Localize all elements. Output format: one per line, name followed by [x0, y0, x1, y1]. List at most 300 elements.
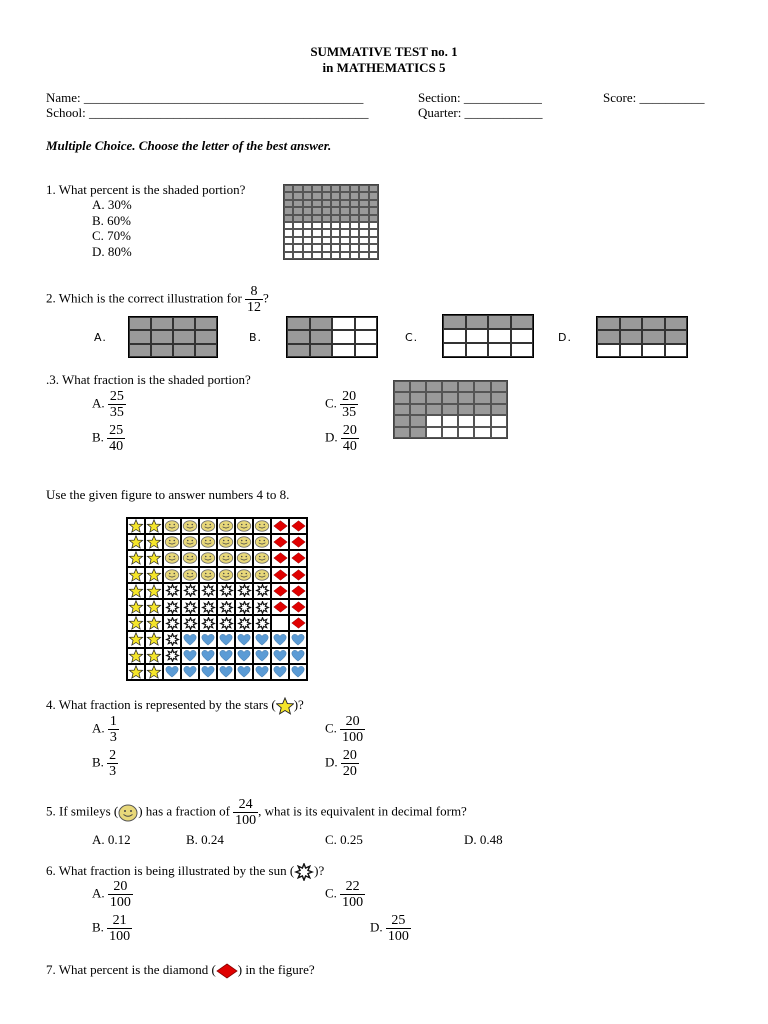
q3-text: .3. What fraction is the shaded portion?: [46, 372, 251, 387]
bar-cell: [332, 330, 355, 343]
grid-cell: [350, 244, 359, 251]
grid-cell: [312, 252, 321, 259]
q6-choice-d[interactable]: D. $\frac{25}{100}$: [370, 913, 409, 944]
sun-cell: [217, 583, 235, 599]
sun-cell: [199, 615, 217, 631]
sun-icon: [183, 617, 198, 630]
grid-cell: [369, 229, 378, 236]
heart-icon: [218, 633, 234, 646]
grid-cell: [458, 404, 474, 415]
q1-text: 1. What percent is the shaded portion?: [46, 182, 246, 197]
grid-cell: [303, 207, 312, 214]
smiley-icon: [200, 536, 216, 548]
grid-cell: [303, 200, 312, 207]
smiley-cell: [199, 550, 217, 566]
sun-icon: [201, 601, 216, 614]
bar-cell: [151, 317, 173, 330]
grid-cell: [369, 185, 378, 192]
school-field[interactable]: School: ___________________________________________: [46, 105, 369, 120]
smiley-cell: [217, 550, 235, 566]
quarter-field[interactable]: Quarter: ____________: [418, 105, 543, 120]
q4-choice-c[interactable]: C. $\frac{20}{100}$: [325, 714, 364, 745]
sun-icon: [255, 584, 270, 597]
smiley-icon: [118, 804, 138, 822]
smiley-icon: [218, 552, 234, 564]
smiley-icon: [164, 552, 180, 564]
grid-cell: [331, 222, 340, 229]
grid-cell: [284, 237, 293, 244]
grid-cell: [312, 185, 321, 192]
diamond-cell: [289, 615, 307, 631]
grid-cell: [426, 404, 442, 415]
star-cell: [145, 567, 163, 583]
smiley-cell: [235, 534, 253, 550]
grid-cell: [426, 392, 442, 403]
sun-cell: [253, 615, 271, 631]
q2-option-d-illustration[interactable]: [596, 316, 688, 358]
heart-icon: [290, 665, 306, 678]
heart-icon: [236, 649, 252, 662]
diamond-cell: [271, 567, 289, 583]
bar-cell: [129, 317, 151, 330]
sun-cell: [163, 615, 181, 631]
grid-cell: [350, 252, 359, 259]
sun-cell: [181, 583, 199, 599]
heart-cell: [271, 631, 289, 647]
heart-cell: [199, 664, 217, 680]
smiley-icon: [218, 536, 234, 548]
star-cell: [145, 550, 163, 566]
grid-cell: [312, 229, 321, 236]
star-cell: [127, 567, 145, 583]
smiley-cell: [181, 518, 199, 534]
grid-cell: [331, 207, 340, 214]
bar-cell: [642, 344, 665, 357]
sun-cell: [163, 648, 181, 664]
diamond-icon: [291, 552, 306, 564]
grid-cell: [293, 237, 302, 244]
picture-grid-figure: [126, 517, 308, 681]
bar-cell: [287, 344, 310, 357]
grid-cell: [410, 381, 426, 392]
bar-cell: [310, 317, 333, 330]
bar-cell: [665, 344, 688, 357]
grid-cell: [350, 200, 359, 207]
smiley-icon: [254, 552, 270, 564]
q6-choice-a[interactable]: A. $\frac{20}{100}$: [92, 879, 131, 910]
smiley-icon: [182, 536, 198, 548]
smiley-icon: [164, 569, 180, 581]
grid-cell: [410, 392, 426, 403]
q5-choice-a[interactable]: A. 0.12: [92, 832, 131, 847]
star-icon: [146, 551, 162, 565]
grid-cell: [474, 392, 490, 403]
smiley-cell: [181, 534, 199, 550]
grid-cell: [293, 185, 302, 192]
star-icon: [146, 616, 162, 630]
sun-icon: [165, 584, 180, 597]
heart-icon: [200, 649, 216, 662]
grid-cell: [340, 207, 349, 214]
smiley-cell: [181, 550, 199, 566]
sun-cell: [181, 615, 199, 631]
grid-cell: [293, 215, 302, 222]
star-icon: [128, 551, 144, 565]
bar-cell: [665, 317, 688, 330]
grid-cell: [322, 215, 331, 222]
sun-icon: [255, 601, 270, 614]
figure-intro: Use the given figure to answer numbers 4 to 8.: [46, 487, 290, 502]
grid-cell: [350, 229, 359, 236]
diamond-cell: [289, 567, 307, 583]
heart-cell: [217, 664, 235, 680]
grid-cell: [350, 207, 359, 214]
grid-cell: [340, 215, 349, 222]
q6-choice-b[interactable]: B. $\frac{21}{100}$: [92, 913, 131, 944]
grid-cell: [322, 244, 331, 251]
q1-choice-d[interactable]: D. 80%: [92, 244, 132, 259]
heart-cell: [217, 631, 235, 647]
grid-cell: [394, 392, 410, 403]
test-title: SUMMATIVE TEST no. 1: [310, 44, 458, 59]
grid-cell: [340, 200, 349, 207]
grid-cell: [491, 392, 507, 403]
smiley-icon: [254, 536, 270, 548]
bar-cell: [488, 329, 511, 343]
grid-cell: [331, 252, 340, 259]
grid-cell: [442, 392, 458, 403]
grid-cell: [284, 252, 293, 259]
diamond-cell: [289, 550, 307, 566]
star-cell: [127, 534, 145, 550]
grid-cell: [458, 415, 474, 426]
name-field[interactable]: Name: ___________________________________________: [46, 90, 364, 105]
sun-cell: [163, 631, 181, 647]
q5-text: 5. If smileys ( ) has a fraction of $\frac{24}{100}$ , what is its equivalent in decimal form?: [46, 797, 467, 828]
smiley-icon: [236, 569, 252, 581]
grid-cell: [350, 185, 359, 192]
star-cell: [145, 648, 163, 664]
sun-icon: [165, 633, 180, 646]
grid-cell: [458, 392, 474, 403]
grid-cell: [359, 192, 368, 199]
smiley-icon: [164, 536, 180, 548]
star-cell: [127, 631, 145, 647]
grid-cell: [350, 192, 359, 199]
smiley-cell: [217, 567, 235, 583]
heart-cell: [199, 648, 217, 664]
q1-hundred-grid: [283, 184, 379, 260]
heart-cell: [217, 648, 235, 664]
grid-cell: [340, 222, 349, 229]
diamond-icon: [291, 536, 306, 548]
grid-cell: [359, 237, 368, 244]
grid-cell: [322, 237, 331, 244]
star-icon: [128, 535, 144, 549]
q1-choice-a[interactable]: A. 30%: [92, 197, 132, 212]
grid-cell: [394, 404, 410, 415]
grid-cell: [350, 222, 359, 229]
q3-choice-b[interactable]: B. $\frac{25}{40}$: [92, 423, 124, 454]
diamond-cell: [289, 518, 307, 534]
diamond-icon: [273, 601, 288, 613]
grid-cell: [284, 200, 293, 207]
grid-cell: [303, 229, 312, 236]
smiley-cell: [163, 518, 181, 534]
heart-cell: [253, 664, 271, 680]
q2-option-a-illustration[interactable]: [128, 316, 218, 358]
q2-label-c[interactable]: C.: [405, 331, 419, 344]
star-icon: [128, 649, 144, 663]
heart-cell: [199, 631, 217, 647]
smiley-cell: [199, 534, 217, 550]
grid-cell: [293, 252, 302, 259]
bar-cell: [443, 315, 466, 329]
grid-cell: [394, 415, 410, 426]
grid-cell: [322, 185, 331, 192]
smiley-cell: [163, 550, 181, 566]
q2-label-b[interactable]: B.: [249, 331, 263, 344]
grid-cell: [303, 192, 312, 199]
heart-cell: [289, 631, 307, 647]
q3-choice-d[interactable]: D. $\frac{20}{40}$: [325, 423, 357, 454]
sun-icon: [165, 601, 180, 614]
grid-cell: [369, 192, 378, 199]
grid-cell: [359, 252, 368, 259]
grid-cell: [369, 207, 378, 214]
q6-choice-c[interactable]: C. $\frac{22}{100}$: [325, 879, 364, 910]
q4-choice-d[interactable]: D. $\frac{20}{20}$: [325, 748, 357, 779]
heart-cell: [181, 664, 199, 680]
heart-icon: [272, 633, 288, 646]
smiley-cell: [217, 534, 235, 550]
sun-cell: [253, 599, 271, 615]
grid-cell: [369, 200, 378, 207]
bar-cell: [597, 330, 620, 343]
diamond-cell: [289, 583, 307, 599]
grid-cell: [303, 215, 312, 222]
score-field[interactable]: Score: __________: [603, 90, 705, 105]
section-field[interactable]: Section: ____________: [418, 90, 542, 105]
q3-choice-c[interactable]: C. $\frac{20}{35}$: [325, 389, 357, 420]
q4-choice-b[interactable]: B. $\frac{2}{3}$: [92, 748, 117, 779]
star-icon: [146, 632, 162, 646]
grid-cell: [284, 192, 293, 199]
bar-cell: [151, 330, 173, 343]
grid-cell: [340, 237, 349, 244]
grid-cell: [331, 200, 340, 207]
grid-cell: [369, 244, 378, 251]
smiley-cell: [163, 534, 181, 550]
empty-cell: [271, 615, 289, 631]
grid-cell: [340, 229, 349, 236]
grid-cell: [331, 215, 340, 222]
bar-cell: [642, 317, 665, 330]
grid-cell: [312, 215, 321, 222]
star-icon: [128, 584, 144, 598]
diamond-icon: [291, 569, 306, 581]
bar-cell: [511, 315, 534, 329]
sun-icon: [201, 584, 216, 597]
grid-cell: [303, 244, 312, 251]
grid-cell: [293, 222, 302, 229]
diamond-cell: [271, 583, 289, 599]
grid-cell: [303, 222, 312, 229]
grid-cell: [442, 415, 458, 426]
bar-cell: [173, 330, 195, 343]
star-icon: [146, 535, 162, 549]
q5-choice-d[interactable]: D. 0.48: [464, 832, 503, 847]
grid-cell: [284, 229, 293, 236]
q1-choice-c[interactable]: C. 70%: [92, 228, 131, 243]
grid-cell: [293, 229, 302, 236]
bar-cell: [355, 330, 378, 343]
bar-cell: [310, 330, 333, 343]
bar-cell: [511, 329, 534, 343]
smiley-cell: [253, 534, 271, 550]
grid-cell: [331, 229, 340, 236]
heart-cell: [253, 631, 271, 647]
grid-cell: [350, 237, 359, 244]
bar-cell: [466, 329, 489, 343]
heart-icon: [236, 633, 252, 646]
grid-cell: [394, 427, 410, 438]
grid-cell: [303, 185, 312, 192]
smiley-cell: [253, 567, 271, 583]
grid-cell: [359, 244, 368, 251]
q5-choice-b[interactable]: B. 0.24: [186, 832, 224, 847]
sun-cell: [199, 583, 217, 599]
bar-cell: [355, 344, 378, 357]
q2-label-a[interactable]: A.: [94, 331, 107, 344]
grid-cell: [474, 381, 490, 392]
grid-cell: [322, 222, 331, 229]
smiley-cell: [253, 518, 271, 534]
q4-text: 4. What fraction is represented by the stars ( )?: [46, 697, 304, 715]
q3-choice-a[interactable]: A. $\frac{25}{35}$: [92, 389, 124, 420]
bar-cell: [129, 330, 151, 343]
sun-cell: [217, 615, 235, 631]
bar-cell: [443, 343, 466, 357]
star-cell: [145, 518, 163, 534]
grid-cell: [442, 381, 458, 392]
bar-cell: [195, 330, 217, 343]
smiley-icon: [182, 552, 198, 564]
heart-icon: [182, 633, 198, 646]
grid-cell: [340, 192, 349, 199]
diamond-icon: [291, 617, 306, 629]
heart-icon: [290, 633, 306, 646]
sun-cell: [235, 583, 253, 599]
bar-cell: [287, 330, 310, 343]
heart-cell: [235, 631, 253, 647]
smiley-icon: [254, 520, 270, 532]
smiley-icon: [182, 520, 198, 532]
heart-icon: [200, 665, 216, 678]
bar-cell: [620, 330, 643, 343]
grid-cell: [359, 200, 368, 207]
grid-cell: [284, 185, 293, 192]
grid-cell: [293, 192, 302, 199]
smiley-icon: [254, 569, 270, 581]
grid-cell: [331, 237, 340, 244]
grid-cell: [303, 252, 312, 259]
smiley-cell: [235, 550, 253, 566]
grid-cell: [331, 185, 340, 192]
grid-cell: [312, 192, 321, 199]
star-icon: [128, 632, 144, 646]
bar-cell: [355, 317, 378, 330]
heart-icon: [254, 665, 270, 678]
grid-cell: [359, 222, 368, 229]
sun-icon: [237, 601, 252, 614]
smiley-cell: [181, 567, 199, 583]
grid-cell: [331, 244, 340, 251]
diamond-cell: [271, 599, 289, 615]
heart-icon: [272, 649, 288, 662]
bar-cell: [665, 330, 688, 343]
diamond-icon: [216, 963, 238, 979]
heart-cell: [181, 631, 199, 647]
smiley-cell: [235, 518, 253, 534]
grid-cell: [442, 427, 458, 438]
bar-cell: [488, 343, 511, 357]
heart-cell: [235, 664, 253, 680]
grid-cell: [359, 229, 368, 236]
diamond-icon: [273, 552, 288, 564]
grid-cell: [312, 207, 321, 214]
diamond-cell: [289, 599, 307, 615]
star-icon: [146, 600, 162, 614]
diamond-icon: [291, 601, 306, 613]
q2-text: 2. Which is the correct illustration for $\frac{8}{12}$ ?: [46, 284, 269, 315]
heart-cell: [289, 648, 307, 664]
star-icon: [128, 665, 144, 679]
sun-icon: [183, 584, 198, 597]
heart-icon: [182, 649, 198, 662]
heart-icon: [218, 665, 234, 678]
q1-choice-b[interactable]: B. 60%: [92, 213, 131, 228]
sun-icon: [219, 584, 234, 597]
smiley-icon: [218, 520, 234, 532]
grid-cell: [293, 244, 302, 251]
star-cell: [127, 664, 145, 680]
grid-cell: [491, 381, 507, 392]
q5-choice-c[interactable]: C. 0.25: [325, 832, 363, 847]
q2-label-d[interactable]: D.: [558, 331, 572, 344]
sun-icon: [219, 601, 234, 614]
bar-cell: [642, 330, 665, 343]
bar-cell: [466, 315, 489, 329]
q2-option-c-illustration[interactable]: [442, 314, 534, 358]
sun-cell: [181, 599, 199, 615]
q2-option-b-illustration[interactable]: [286, 316, 378, 358]
bar-cell: [488, 315, 511, 329]
smiley-cell: [235, 567, 253, 583]
sun-icon: [237, 617, 252, 630]
sun-icon: [165, 617, 180, 630]
smiley-icon: [200, 520, 216, 532]
grid-cell: [458, 381, 474, 392]
q3-shaded-grid: [393, 380, 508, 439]
smiley-cell: [217, 518, 235, 534]
diamond-cell: [271, 518, 289, 534]
diamond-cell: [271, 534, 289, 550]
heart-cell: [163, 664, 181, 680]
smiley-icon: [182, 569, 198, 581]
bar-cell: [173, 344, 195, 357]
q4-choice-a[interactable]: A. $\frac{1}{3}$: [92, 714, 117, 745]
